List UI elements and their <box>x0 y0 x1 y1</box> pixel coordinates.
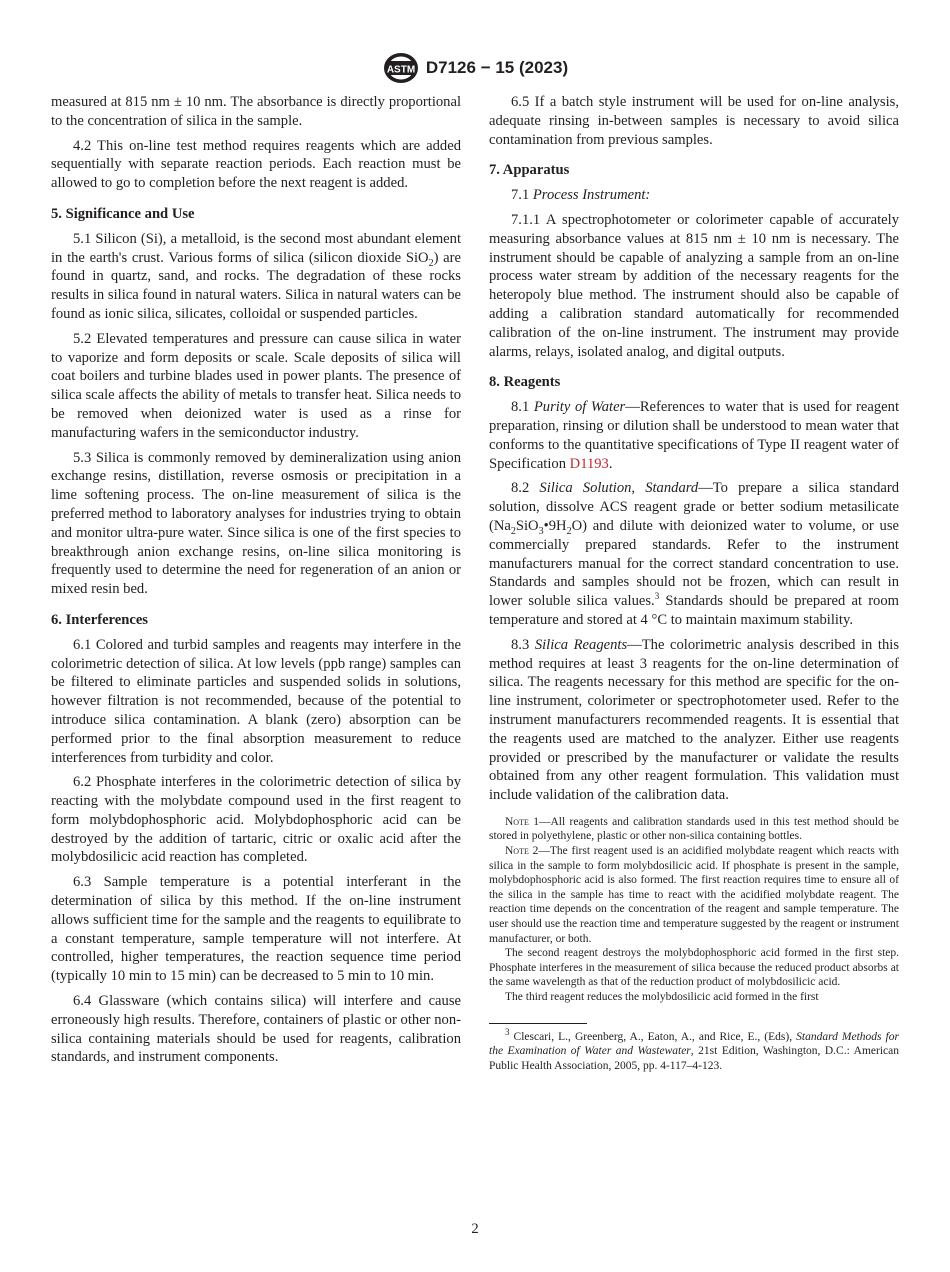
section-5-heading: 5. Significance and Use <box>51 205 195 222</box>
footnote-divider <box>489 1023 587 1024</box>
right-column <box>489 93 899 1073</box>
note-2-continued-2: The third reagent reduces the molybdosilicic acid formed in the first <box>505 991 819 1004</box>
page-number: 2 <box>471 1221 479 1237</box>
note-1: Note 1—All reagents and calibration standards used in this test method should be stored in polyethylene, plastic or other non-silica containing bottles. <box>489 815 899 843</box>
paragraph: measured at 815 nm ± 10 nm. The absorbance is directly proportional to the concentration of silica in the sample. <box>51 94 461 129</box>
paragraph-6-2: 6.2 Phosphate interferes in the colorimetric detection of silica by reacting with the molybdate compound used in the first reagent to form molybdophosphoric acid. Molybdophosphoric acid can be destroyed by the addition of tartaric, citric or oxalic acid after the molybdosilicic acid reaction has completed. <box>51 774 461 866</box>
paragraph-6-5: 6.5 If a batch style instrument will be used for on-line analysis, adequate rinsing in-between samples is necessary to avoid silica contamination from previous samples. <box>489 94 899 148</box>
section-8-heading: 8. Reagents <box>489 374 561 391</box>
paragraph-5-1: 5.1 Silicon (Si), a metalloid, is the second most abundant element in the earth's crust. Various forms of silica (silicon dioxide SiO$_2$) are found in quartz, sand, and rocks. The degradation of these rocks results in silica found in natural waters. Silica in natural waters can be found as ionic silica, silicates, colloidal or suspended particles. <box>51 230 461 322</box>
footnote-ref-3[interactable]: 3 <box>654 591 660 602</box>
paragraph-5-3: 5.3 Silica is commonly removed by demineralization using anion exchange resins, distillation, reverse osmosis or precipitation in a lime softening process. The on-line measurement of silica is the preferred method to laboratory analyses for industries trying to obtain and monitor ultra-pure water. Since silica is one of the first species to breakthrough anion exchange resins, on-line silica monitoring is frequently used to determine the need for regeneration of an anion or mixed resin bed. <box>51 449 461 598</box>
svg-text:ASTM: ASTM <box>386 64 416 76</box>
paragraph-8-2: 8.2 Silica Solution, Standard—To prepare a silica standard solution, dissolve ACS reagent grade or better sodium metasilicate $(Na_2SiO_3•9H_2O)$ and dilute with deionized water to volume, or use commercially prepared standards. Refer to the instrument manufacturers manual for the correct standard concentration to use. Standards and samples should not be frozen, which can result in lower soluble silica values.$^3$ Standards should be prepared at room temperature and stored at 4 °C to maintain maximum stability. <box>489 480 900 628</box>
left-column <box>51 93 461 1073</box>
paragraph-8-3: 8.3 Silica Reagents—The colorimetric analysis described in this method requires at least 3 reagents for the on-line determination of silica. The reagents necessary for this method are specific for the on-line instrument, colorimeter or spectrophotometer used. Refer to the instrument manufacturers recommended reagents. It is essential that the reagents used are matched to the analyzer. Either use reagents provided or prescribed by the manufacturer or validate the results obtained from any other reagent formulation. This validation must include validation of the calibration data. <box>489 636 899 804</box>
paragraph-7-1: 7.1 Process Instrument: <box>511 187 651 204</box>
footnote-3: $^3$ Clescari, L., Greenberg, A., Eaton, A., and Rice, E., (Eds), Standard Methods for the Examination of Water and Wastewater, 21st Edition, Washington, D.C.: American Public Health Association, 2005, pp. 4-117–4-123. <box>489 1026 899 1072</box>
paragraph-6-1: 6.1 Colored and turbid samples and reagents may interfere in the colorimetric detection of silica. At low levels (ppb range) samples can be filtered to eliminate particles and suspended solids in solutions, however filtration is not recommended, because of the potential to introduce silica contamination. A blank (zero) absorption can be performed prior to the final absorption measurement to reduce interferences from turbidity and color. <box>51 636 461 766</box>
paragraph-4-2: 4.2 This on-line test method requires reagents which are added sequentially with separate reaction periods. Each reaction must be allowed to go to completion before the next reagent is added. <box>51 137 461 192</box>
spec-d1193-link[interactable]: D1193 <box>569 455 609 472</box>
document-id: D7126 − 15 (2023) <box>425 58 569 77</box>
section-7-heading: 7. Apparatus <box>489 162 570 179</box>
paragraph-5-2: 5.2 Elevated temperatures and pressure can cause silica in water to vaporize and form deposits or scale. Scale deposits of silica will coat boilers and turbine blades used in power plants. The presence of silica scale affects the ability of metals to transfer heat. Silica needs to be removed when deionized water is used as a rinse for manufacturing wafers in the semiconductor industry. <box>51 330 461 441</box>
paragraph-6-3: 6.3 Sample temperature is a potential interferant in the determination of silica by this method. If the on-line instrument allows sufficient time for the sample and the reagents to equilibrate to a constant temperature, sample temperature will not interfere. At controlled, higher temperatures, the reaction sequence time period (typically 10 min to 15 min) can be decreased to 5 min to 10 min. <box>51 874 461 985</box>
section-6-heading: 6. Interferences <box>51 611 148 628</box>
astm-logo-icon <box>382 51 420 85</box>
note-2: Note 2—The first reagent used is an acidified molybdate reagent which reacts with silica in the sample to form molybdosilicic acid. If phosphate is present in the sample, molybdophosphoric acid is also formed. The first reaction requires time to ensure all of the silica in the sample has time to react with the acidified molybdate reagent. The reaction time depends on the concentration of the reagent and sample temperature. The user should use the reaction time and temperature suggested by the reagent or instrument manufacturer, or both. <box>489 845 899 945</box>
paragraph-8-1: 8.1 Purity of Water—References to water that is used for reagent preparation, rinsing or dilution shall be understood to mean water that conforms to the quantitative specifications of Type II reagent water of Specification D1193. <box>489 399 899 472</box>
paragraph-6-4: 6.4 Glassware (which contains silica) will interfere and cause erroneously high results. Therefore, containers of plastic or other non-silica containing materials should be used for reagents, calibration standards, and instrument components. <box>51 993 461 1066</box>
paragraph-7-1-1: 7.1.1 A spectrophotometer or colorimeter capable of accurately measuring absorbance values at 815 nm ± 10 nm is necessary. The instrument should be capable of analyzing a sample from an on-line process water stream by addition of the necessary reagents for the heteropoly blue method. The instrument should also be capable of adding a calibration standard automatically for recommended calibration of the on-line instrument. The instrument may provide alarms, relays, isolated analog, and digital outputs. <box>489 211 899 360</box>
page-header <box>0 50 950 86</box>
note-2-continued: The second reagent destroys the molybdophosphoric acid formed in the first step. Phosphate interferes in the measurement of silica because the reduced product absorbs at the same wavelength as that of the reduction product of molybdosilicic acid. <box>489 947 899 989</box>
